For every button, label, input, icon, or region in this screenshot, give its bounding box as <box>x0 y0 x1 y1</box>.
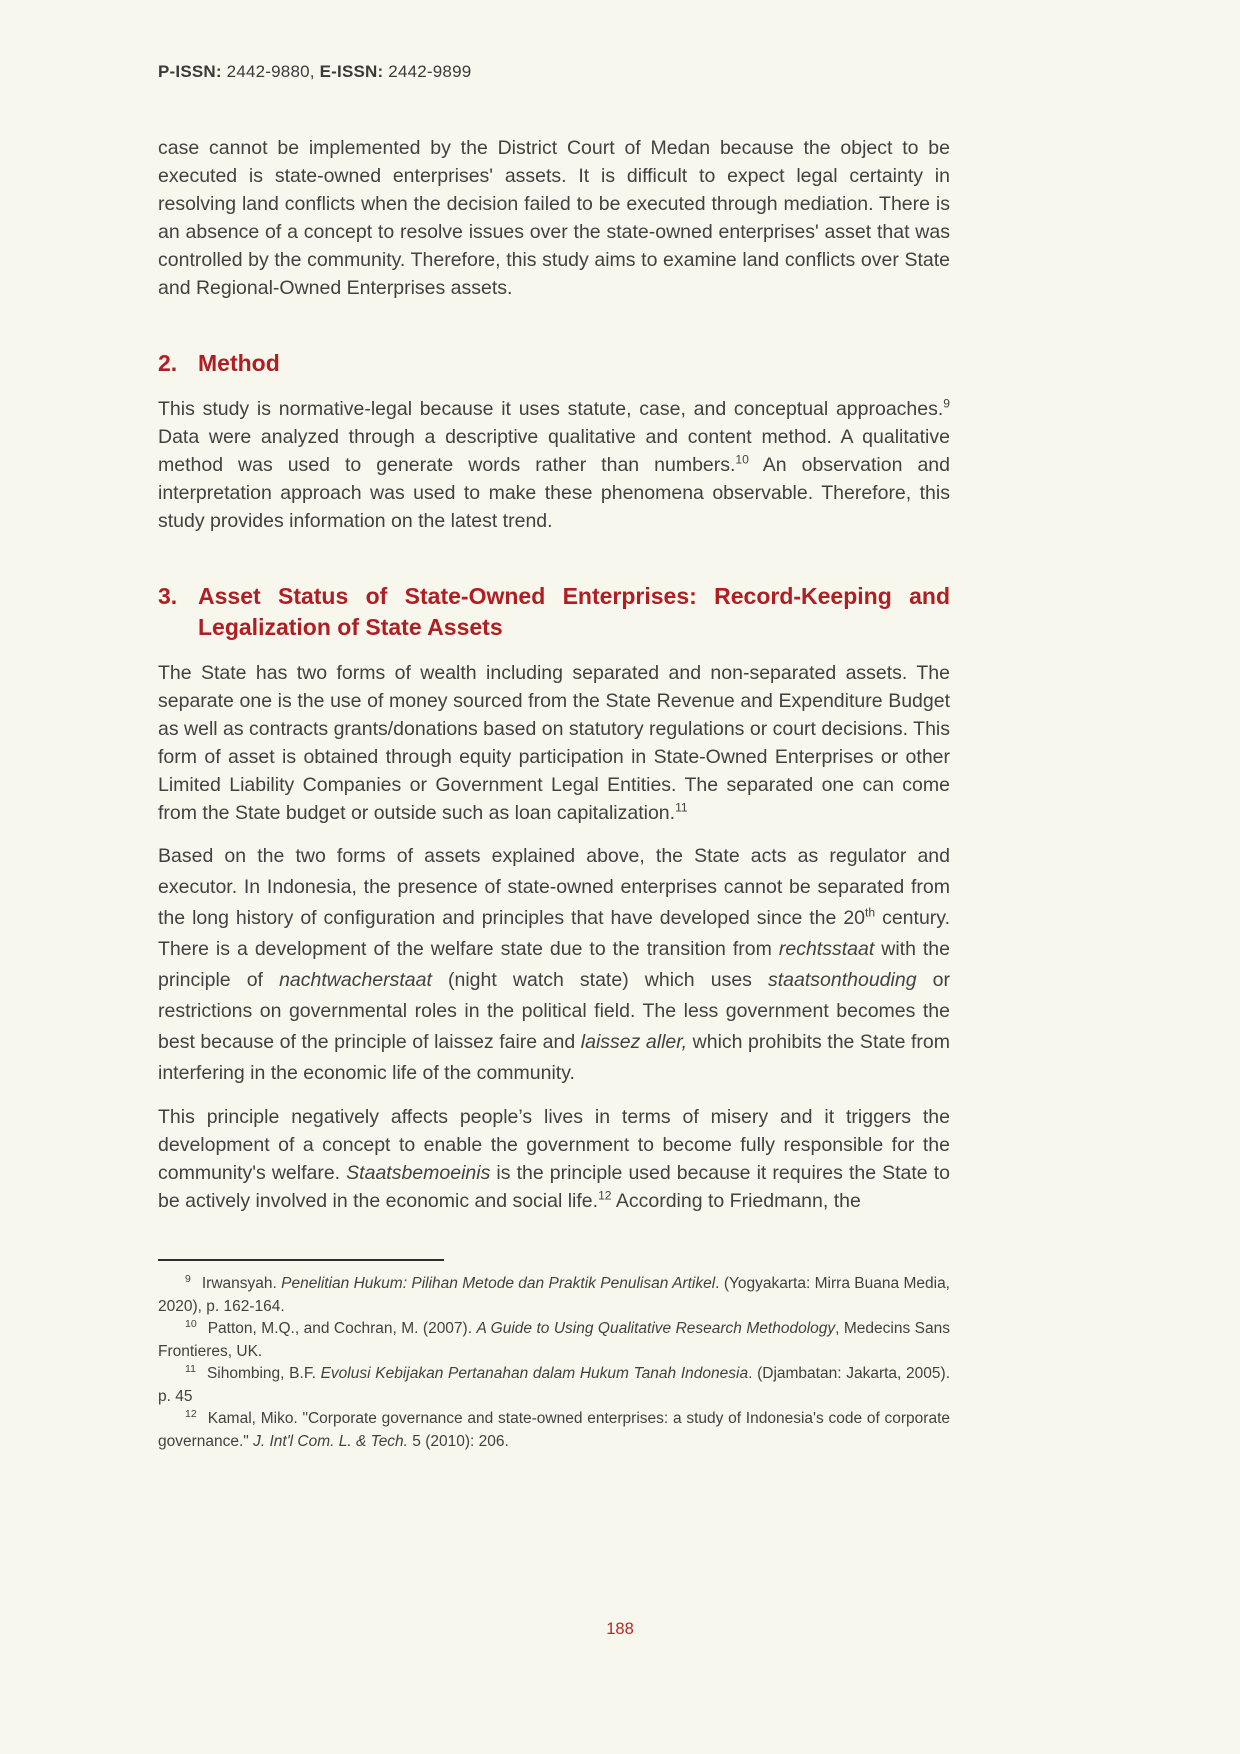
section-title: Asset Status of State-Owned Enterprises: Record-Keeping and Legalization of State Assets <box>198 583 950 640</box>
footnote-10 <box>158 1318 950 1363</box>
footnote-12 <box>158 1408 950 1453</box>
paragraph-based-on-forms: Based on the two forms of assets explained above, the State acts as regulator and executor. In Indonesia, the presence of state-owned enterprises cannot be separated from the long history of configuration and principles that have developed since the 20th century. There is a development of the welfare state due to the transition from rechtsstaat with the principle of nachtwacherstaat (night watch state) which uses staatsonthouding or restrictions on governmental roles in the political field. The less government becomes the best because of the principle of laissez faire and laissez aller, which prohibits the State from interfering in the economic life of the community. <box>158 845 951 1084</box>
footnote-text: Sihombing, B.F. Evolusi Kebijakan Pertanahan dalam Hukum Tanah Indonesia. (Djambatan: Jakarta, 2005). p. 45 <box>158 1365 951 1405</box>
footnote-11 <box>158 1363 950 1408</box>
footnote-number: 12 <box>185 1407 197 1420</box>
paragraph-principle: This principle negatively affects people’s lives in terms of misery and it triggers the development of a concept to enable the government to become fully responsible for the community's welfare. Staatsbemoeinis is the principle used because it requires the State to be actively involved in the economic and social life.$^{12}$ According to Friedmann, the <box>158 1106 950 1212</box>
page-number: 188 <box>606 1620 634 1638</box>
footnote-text: Patton, M.Q., and Cochran, M. (2007). A Guide to Using Qualitative Research Methodology, Medecins Sans Frontieres, UK. <box>158 1320 950 1360</box>
issn-header-line: P-ISSN: 2442-9880, E-ISSN: 2442-9899 <box>158 62 472 81</box>
section-heading-method <box>158 348 950 379</box>
section-heading-asset-status <box>158 581 950 643</box>
footnote-number: 9 <box>185 1272 191 1285</box>
footnote-text: Kamal, Miko. "Corporate governance and state-owned enterprises: a study of Indonesia's code of corporate governance." J. Int'l Com. L. & Tech. 5 (2010): 206. <box>158 1410 950 1450</box>
footnote-number: 11 <box>185 1362 196 1375</box>
footnote-separator <box>158 1259 444 1261</box>
section-number: 2. <box>158 350 178 376</box>
footnote-number: 10 <box>185 1317 197 1330</box>
footnotes-block <box>158 1259 950 1453</box>
paragraph-asset-forms: The State has two forms of wealth including separated and non-separated assets. The separate one is the use of money sourced from the State Revenue and Expenditure Budget as well as contracts grants/donations based on statutory regulations or court decisions. This form of asset is obtained through equity participation in State-Owned Enterprises or other Limited Liability Companies or Government Legal Entities. The separated one can come from the State budget or outside such as loan capitalization.$^{11}$ <box>158 662 950 824</box>
section-number: 3. <box>158 583 178 609</box>
paragraph-intro: case cannot be implemented by the District Court of Medan because the object to be executed is state-owned enterprises' assets. It is difficult to expect legal certainty in resolving land conflicts when the decision failed to be executed through mediation. There is an absence of a concept to resolve issues over the state-owned enterprises' asset that was controlled by the community. Therefore, this study aims to examine land conflicts over State and Regional-Owned Enterprises assets. <box>158 137 950 299</box>
footnote-text: Irwansyah. Penelitian Hukum: Pilihan Metode dan Praktik Penulisan Artikel. (Yogyakarta: Mirra Buana Media, 2020), p. 162-164. <box>158 1275 950 1315</box>
page-content <box>158 0 950 1453</box>
paragraph-method: This study is normative-legal because it uses statute, case, and conceptual approaches.$^9$ Data were analyzed through a descriptive qualitative and content method. A qualitative method was used to generate words rather than numbers.$^{10}$ An observation and interpretation approach was used to make these phenomena observable. Therefore, this study provides information on the latest trend. <box>158 396 950 532</box>
footnote-9 <box>158 1273 950 1318</box>
section-title: Method <box>198 350 280 376</box>
